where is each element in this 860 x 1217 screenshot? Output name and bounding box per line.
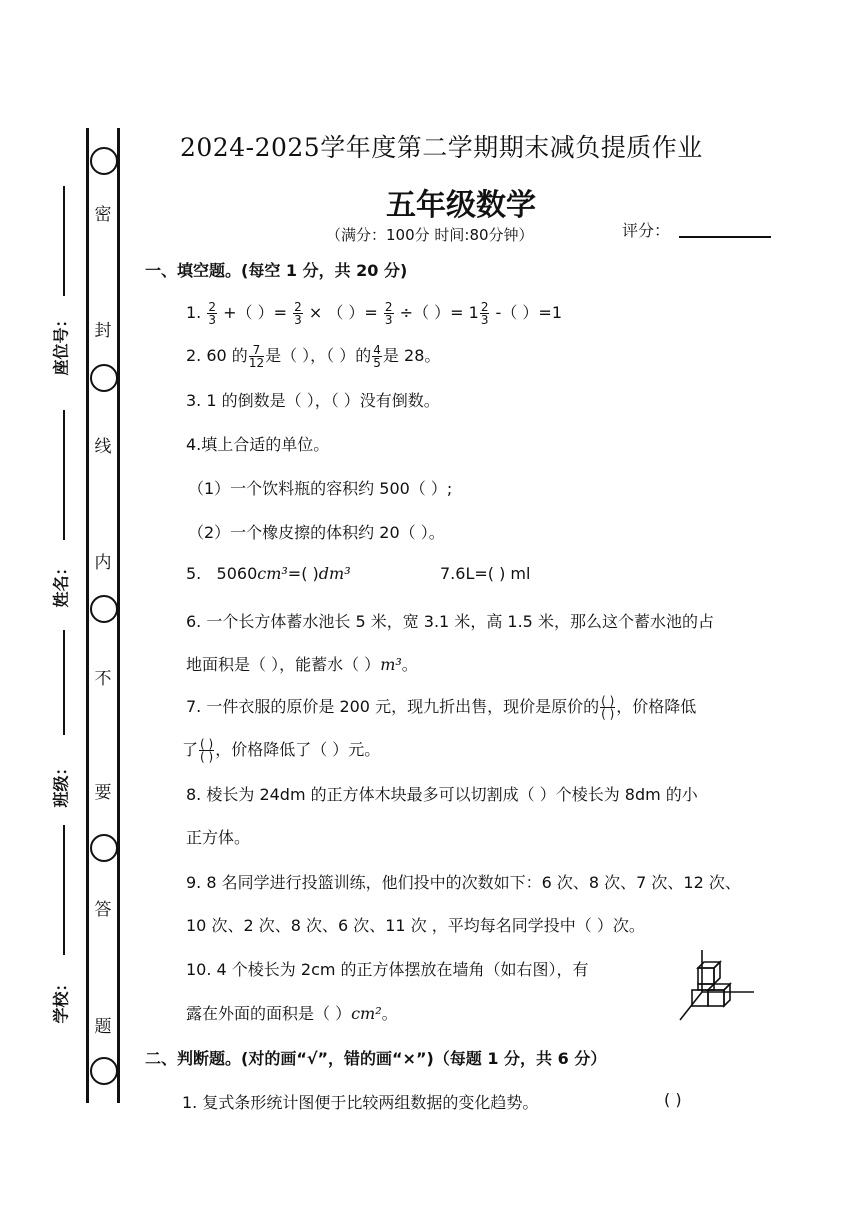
judgement-answer-blank[interactable]: ( )	[664, 1090, 682, 1109]
seal-char: 内	[94, 553, 112, 573]
seat-number-line	[63, 186, 65, 296]
exam-info: （满分：100分 时间:80分钟）	[326, 226, 534, 244]
question-1: 1. $\frac{2}{3}$ +（ ）= $\frac{2}{3}$ × （ ）= $\frac{2}{3}$ ÷（ ）= 1 $\frac{2}{3}$ -（ ）=1	[186, 300, 563, 327]
exam-title: 2024-2025学年度第二学期期末减负提质作业	[180, 133, 703, 162]
fraction: $\frac{2}{3}$	[480, 300, 489, 327]
binding-hole	[90, 834, 118, 862]
field-line	[63, 630, 65, 735]
section-heading: 一、填空题。(每空 1 分，共 20 分)	[145, 261, 408, 280]
question-2: 2. 60 的 $\frac{7}{12}$ 是（ ），（ ）的 $\frac{4}{5}$ 是 28。	[186, 343, 441, 370]
question-10-line-1: 10. 4 个棱长为 2cm 的正方体摆放在墙角（如右图），有	[186, 960, 589, 979]
binding-line-right	[117, 128, 120, 1103]
question-8-line-2: 正方体。	[186, 828, 251, 847]
name-label: 姓名：	[51, 559, 71, 608]
question-6-line-2: 地面积是（ ），能蓄水（ ）m³。	[186, 655, 418, 674]
binding-hole	[90, 147, 118, 175]
question-9-line-1: 9. 8 名同学进行投篮训练，他们投中的次数如下：6 次、8 次、7 次、12 次、	[186, 873, 741, 892]
fraction: $\frac{7}{12}$	[248, 343, 265, 370]
seat-number-label: 座位号：	[51, 311, 71, 376]
seal-char: 要	[94, 783, 112, 803]
binding-hole	[90, 364, 118, 392]
question-4: 4.填上合适的单位。	[186, 435, 330, 454]
question-10-line-2: 露在外面的面积是（ ）cm²。	[186, 1004, 398, 1023]
fraction: $\frac{2}{3}$	[384, 300, 393, 327]
section-heading: 二、判断题。(对的画“√”，错的画“×”)（每题 1 分，共 6 分）	[145, 1049, 607, 1068]
score-label: 评分：	[622, 221, 671, 240]
score-input-line[interactable]	[679, 236, 771, 238]
blank-fraction[interactable]: $\frac{( )}{( )}$	[200, 737, 214, 764]
question-5-part-2: 7.6L=( ) ml	[440, 564, 531, 583]
judgement-question-1: 1. 复式条形统计图便于比较两组数据的变化趋势。	[182, 1093, 539, 1112]
binding-line-left	[86, 128, 89, 1103]
class-label: 班级：	[51, 759, 71, 808]
seal-char: 不	[94, 669, 112, 689]
binding-hole	[90, 595, 118, 623]
fraction: $\frac{2}{3}$	[208, 300, 216, 327]
field-line	[63, 410, 65, 540]
seal-char: 封	[94, 321, 112, 341]
question-6-line-1: 6. 一个长方体蓄水池长 5 米，宽 3.1 米，高 1.5 米，那么这个蓄水池的占	[186, 612, 714, 631]
question-3: 3. 1 的倒数是（ ），（ ）没有倒数。	[186, 391, 440, 410]
question-7-line-1: 7. 一件衣服的原价是 200 元，现九折出售，现价是原价的 $\frac{( )}{( )}$ ，价格降低	[186, 694, 697, 721]
seal-char: 密	[94, 205, 112, 225]
blank-fraction[interactable]: $\frac{( )}{( )}$	[601, 694, 615, 721]
field-line	[63, 825, 65, 955]
binding-hole	[90, 1057, 118, 1085]
question-7-line-2: 了 $\frac{( )}{( )}$ ，价格降低了（ ）元。	[182, 737, 381, 764]
school-label: 学校：	[51, 975, 71, 1024]
corner-cubes-figure	[676, 946, 758, 1026]
question-5: 5. 5060cm³=( )dm³	[186, 564, 351, 583]
subject-title: 五年级数学	[386, 188, 536, 223]
question-4-part-2: （2）一个橡皮擦的体积约 20（ ）。	[188, 523, 445, 542]
fraction: $\frac{4}{5}$	[373, 343, 381, 370]
seal-char: 线	[94, 437, 112, 457]
seal-char: 答	[94, 900, 112, 920]
seal-char: 题	[94, 1017, 112, 1037]
question-9-line-2: 10 次、2 次、8 次、6 次、11 次 ，平均每名同学投中（ ）次。	[186, 916, 645, 935]
question-8-line-1: 8. 棱长为 24dm 的正方体木块最多可以切割成（ ）个棱长为 8dm 的小	[186, 785, 698, 804]
question-4-part-1: （1）一个饮料瓶的容积约 500（ ）;	[188, 479, 453, 498]
fraction: $\frac{2}{3}$	[294, 300, 302, 327]
